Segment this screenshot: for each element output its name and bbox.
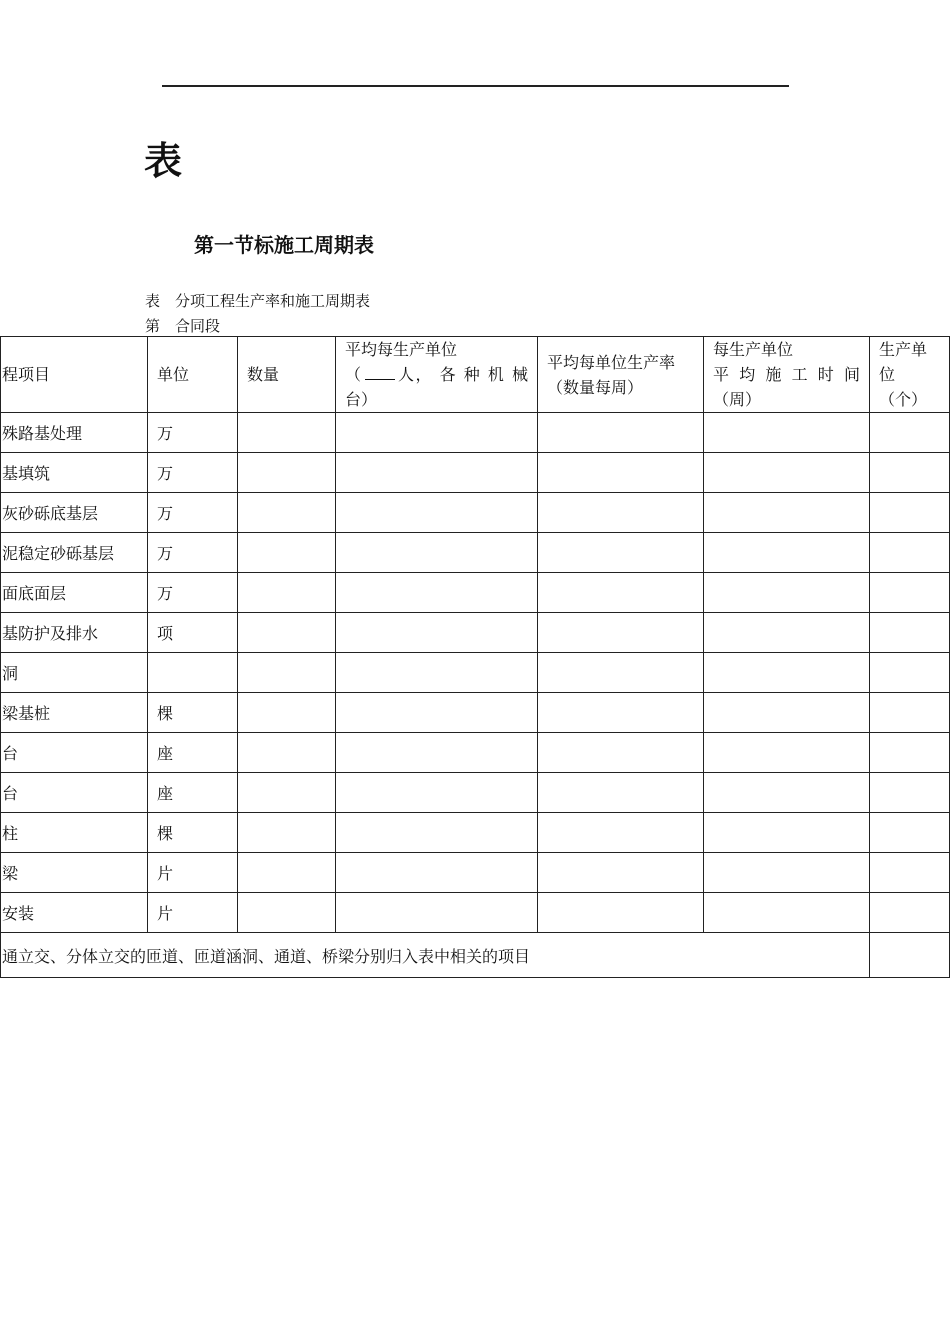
cell-avg-rate	[538, 453, 704, 493]
cell-unit: 棵	[148, 693, 238, 733]
cell-quantity	[238, 533, 336, 573]
header-avg-rate-line1: 平均每单位生产率	[547, 352, 676, 372]
construction-period-table	[0, 336, 950, 978]
cell-avg-rate	[538, 493, 704, 533]
cell-quantity	[238, 733, 336, 773]
header-item: 程项目	[1, 337, 148, 413]
header-quantity: 数量	[238, 337, 336, 413]
cell-unit: 万	[148, 533, 238, 573]
cell-item: 台	[1, 733, 148, 773]
cell-item: 洞	[1, 653, 148, 693]
cell-avg-rate	[538, 653, 704, 693]
header-each-unit-line1: 每生产单位	[713, 340, 794, 359]
cell-unit: 片	[148, 893, 238, 933]
cell-avg-unit	[336, 573, 538, 613]
cell-avg-rate	[538, 893, 704, 933]
cell-item: 基防护及排水	[1, 613, 148, 653]
cell-avg-unit	[336, 453, 538, 493]
cell-avg-unit	[336, 733, 538, 773]
header-avg-unit	[336, 337, 538, 413]
cell-unit: 片	[148, 853, 238, 893]
cell-item: 台	[1, 773, 148, 813]
table-footnote-row	[1, 933, 950, 978]
cell-avg-rate	[538, 853, 704, 893]
cell-each-unit-time	[704, 493, 870, 533]
cell-item: 安装	[1, 893, 148, 933]
cell-avg-unit	[336, 533, 538, 573]
table-row	[1, 813, 950, 853]
cell-quantity	[238, 493, 336, 533]
table-row	[1, 653, 950, 693]
cell-unit: 棵	[148, 813, 238, 853]
cell-unit: 项	[148, 613, 238, 653]
contract-section-label: 第 合同段	[145, 317, 221, 335]
header-each-unit-line3: （周）	[713, 390, 762, 409]
cell-item: 面底面层	[1, 573, 148, 613]
cell-each-unit-time	[704, 533, 870, 573]
cell-unit	[148, 653, 238, 693]
fill-in-blank	[365, 363, 395, 380]
header-avg-unit-line3: 台）	[345, 390, 378, 409]
cell-quantity	[238, 773, 336, 813]
table-row	[1, 733, 950, 773]
table-row	[1, 573, 950, 613]
cell-quantity	[238, 893, 336, 933]
cell-prod-units	[870, 613, 950, 653]
cell-item: 梁基桩	[1, 693, 148, 733]
cell-prod-units	[870, 533, 950, 573]
table-row	[1, 613, 950, 653]
cell-avg-rate	[538, 413, 704, 453]
cell-each-unit-time	[704, 613, 870, 653]
cell-prod-units	[870, 413, 950, 453]
cell-avg-rate	[538, 693, 704, 733]
cell-item: 柱	[1, 813, 148, 853]
cell-prod-units	[870, 853, 950, 893]
header-prod-unit-line1: 生产单位	[879, 340, 928, 384]
header-prod-unit	[870, 337, 950, 413]
cell-quantity	[238, 853, 336, 893]
cell-avg-rate	[538, 733, 704, 773]
cell-quantity	[238, 453, 336, 493]
cell-avg-rate	[538, 533, 704, 573]
cell-avg-unit	[336, 613, 538, 653]
header-avg-unit-people: 人， 各 种 机 械	[396, 365, 528, 384]
header-avg-rate	[538, 337, 704, 413]
cell-footnote-empty	[870, 933, 950, 978]
header-each-unit-line2: 平 均 施 工 时 间	[713, 365, 860, 384]
cell-prod-units	[870, 693, 950, 733]
table-row	[1, 493, 950, 533]
table-row	[1, 413, 950, 453]
cell-each-unit-time	[704, 653, 870, 693]
table-footnote: 通立交、分体立交的匝道、匝道涵洞、通道、桥梁分别归入表中相关的项目	[1, 933, 870, 978]
header-unit: 单位	[148, 337, 238, 413]
cell-prod-units	[870, 813, 950, 853]
cell-item: 灰砂砾底基层	[1, 493, 148, 533]
cell-avg-unit	[336, 693, 538, 733]
header-avg-unit-line2	[345, 362, 528, 387]
table-row	[1, 893, 950, 933]
header-each-unit	[704, 337, 870, 413]
header-avg-rate-line2: （数量每周）	[547, 377, 644, 397]
header-rule	[162, 85, 789, 87]
cell-avg-unit	[336, 653, 538, 693]
cell-quantity	[238, 653, 336, 693]
cell-avg-unit	[336, 773, 538, 813]
cell-each-unit-time	[704, 693, 870, 733]
cell-prod-units	[870, 893, 950, 933]
cell-item: 泥稳定砂砾基层	[1, 533, 148, 573]
section-title: 第一节标施工周期表	[194, 233, 374, 257]
cell-each-unit-time	[704, 573, 870, 613]
cell-each-unit-time	[704, 853, 870, 893]
cell-prod-units	[870, 453, 950, 493]
cell-unit: 万	[148, 453, 238, 493]
cell-prod-units	[870, 573, 950, 613]
header-prod-unit-line2: （个）	[879, 390, 928, 409]
table-row	[1, 533, 950, 573]
cell-quantity	[238, 813, 336, 853]
cell-each-unit-time	[704, 413, 870, 453]
cell-unit: 座	[148, 733, 238, 773]
cell-avg-unit	[336, 813, 538, 853]
page-title: 表	[144, 138, 183, 183]
table-header-row	[1, 337, 950, 413]
cell-each-unit-time	[704, 453, 870, 493]
cell-avg-rate	[538, 573, 704, 613]
header-avg-unit-paren: （	[345, 365, 363, 384]
cell-unit: 万	[148, 493, 238, 533]
cell-unit: 座	[148, 773, 238, 813]
table-row	[1, 453, 950, 493]
header-avg-unit-line1: 平均每生产单位	[345, 340, 458, 359]
cell-quantity	[238, 573, 336, 613]
cell-prod-units	[870, 773, 950, 813]
cell-unit: 万	[148, 413, 238, 453]
cell-each-unit-time	[704, 773, 870, 813]
cell-each-unit-time	[704, 813, 870, 853]
cell-prod-units	[870, 493, 950, 533]
cell-item: 梁	[1, 853, 148, 893]
cell-avg-unit	[336, 893, 538, 933]
table-row	[1, 853, 950, 893]
cell-unit: 万	[148, 573, 238, 613]
cell-avg-rate	[538, 813, 704, 853]
cell-prod-units	[870, 733, 950, 773]
cell-avg-rate	[538, 613, 704, 653]
cell-avg-unit	[336, 493, 538, 533]
cell-each-unit-time	[704, 733, 870, 773]
cell-each-unit-time	[704, 893, 870, 933]
cell-quantity	[238, 413, 336, 453]
cell-item: 基填筑	[1, 453, 148, 493]
cell-quantity	[238, 613, 336, 653]
cell-quantity	[238, 693, 336, 733]
cell-avg-unit	[336, 853, 538, 893]
table-row	[1, 773, 950, 813]
cell-avg-rate	[538, 773, 704, 813]
cell-prod-units	[870, 653, 950, 693]
table-row	[1, 693, 950, 733]
cell-item: 殊路基处理	[1, 413, 148, 453]
cell-avg-unit	[336, 413, 538, 453]
table-caption: 表 分项工程生产率和施工周期表	[145, 292, 371, 310]
